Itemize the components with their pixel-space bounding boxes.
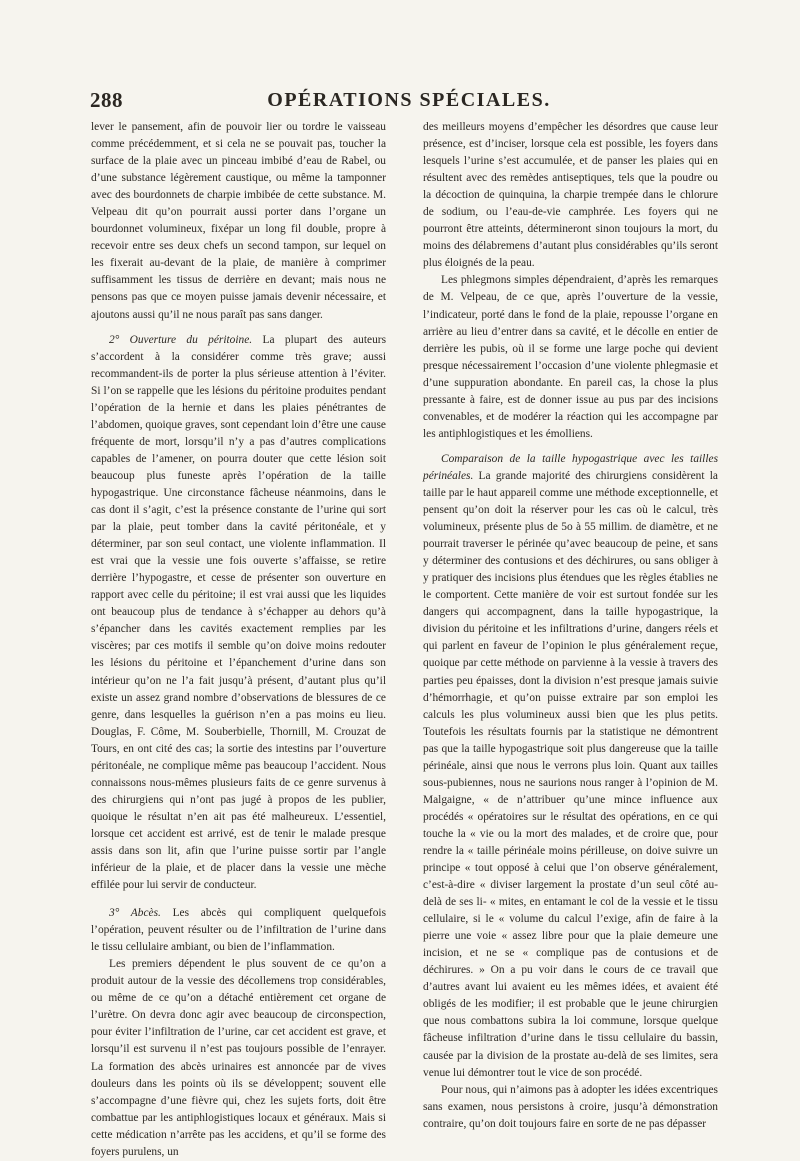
paragraph-text: La grande majorité des chirurgiens considèrent la taille par le haut appareil comme une méthode exceptionnelle, et pensent qu’on doit la réserver pour les cas où le calcul, très volumineux, présente plus de 5o à 55 millim. de diamètre, et ne pourrait traverser le périnée qu’avec beaucoup de peine, et sans y déterminer des contusions et des déchirures, ou sans obliger à y pratiquer des incisions plus étendues que les règles établies ne le comportent. Cette manière de voir est surtout fondée sur les dangers qui accompagnent, dans la taille hypogastrique, la division du péritoine et les infiltrations d’urine, dangers réels et qui parlent en faveur de l’opinion le plus généralement reçue, quoique par cette méthode on parvienne à la vessie à travers des parties peu épaisses, dont la division n’est presque jamais suivie d’hémorrhagie, et qu’on puisse extraire par son emploi les calculs les plus volumineux aussi bien que les plus petits. Toutefois les résultats fournis par la statistique ne démontrent pas que la taille hypogastrique soit plus dangereuse que la taille périnéale, ainsi que nous le verrons plus loin. Quant aux tailles sous-pubiennes, nous ne saurions nous ranger à l’opinion de M. Malgaigne, « de n’attribuer qu’une mince influence aux procédés « opératoires sur le résultat des opérations, en ce qui touche la « vie ou la mort des malades, et de croire que, pour rendre la « taille périnéale moins périlleuse, on doive suivre un principe « tout opposé à celui que l’on observe généralement, c’est-à-dire « diviser largement la prostate d’un seul côté au-delà de ses li- « mites, en entamant le col de la vessie et le tissu cellulaire, si le « volume du calcul l’exige, afin de faire à la pierre une voie « assez libre pour que la plaie demeure une incision, et ne se « complique pas de contusions et de déchirures. » On a pu voir dans le cours de ce travail que d’autres avant lui avaient eu les mêmes idées, et avaient été obligés de les modifier; il est probable que le jeune chirurgien que nous combattons subira la loi commune, lorsque quelque fâcheuse infiltration d’urine dans le tissu cellulaire du bassin, causée par la division de la prostate au-delà de ses limites, sera venue lui démontrer tout le vice de son procédé.	[423, 469, 718, 1079]
paragraph	[91, 332, 386, 895]
right-column	[423, 119, 718, 1133]
paragraph: lever le pansement, afin de pouvoir lier ou tordre le vaisseau comme précédemment, et si cela ne se pouvait pas, toucher la surface de la plaie avec un pinceau imbibé d’eau de Rabel, ou d’une substance légèrement caustique, ou même la tamponner avec des bourdonnets de charpie imbibée de cette substance. M. Velpeau dit qu’on pourrait aussi porter dans l’organe un bourdonnet volumineux, fixépar un long fil double, propre à recevoir entre ses deux chefs un second tampon, sur lequel on les fixerait au-devant de la plaie, de manière à comprimer suffisamment les tissus de derrière en devant; mais nous ne pensons pas que ce moyen puisse jamais devenir nécessaire, et ajoutons aussi qu’il ne nous paraît pas sans danger.	[91, 121, 386, 321]
paragraph: Les phlegmons simples dépendraient, d’après les remarques de M. Velpeau, de ce que, après l’ouverture de la vessie, l’indicateur, porté dans le fond de la plaie, repousse l’organe en arrière au lieu d’entrer dans sa cavité, et le décolle en entier de derrière les pubis, où il se forme une large poche qui devient presque nécessairement l’occasion d’une violente phlegmasie et d’une suppuration abondante. En pareil cas, la chose la plus pressante à faire, est de donner issue au pus par des incisions convenables, et de modérer la réaction qui les accompagne par les antiphlogistiques et les émolliens.	[423, 274, 718, 440]
paragraph-text: La plupart des auteurs s’accordent à la considérer comme très grave; aussi recommandent-ils de porter la plus sérieuse attention à l’éviter. Si l’on se rappelle que les lésions du péritoine produites pendant l’opération de la hernie et dans les plaies pénétrantes de l’abdomen, quoique graves, sont cependant loin d’être une cause fréquente de mort, lorsqu’il n’y a pas d’autres complications capables de l’amener, on pourra douter que cette lésion soit beaucoup plus funeste après l’opération de la taille hypogastrique. Une circonstance fâcheuse néanmoins, dans le cas dont il s’agit, c’est la présence constante de l’urine qui sort par la plaie, peut tomber dans la cavité péritonéale, et y déterminer, par son seul contact, une violente inflammation. Il est vrai que la vessie une fois ouverte s’affaisse, se retire derrière l’hypogastre, et cesse de présenter son ouverture en rapport avec celle du péritoine; il est vrai aussi que les liquides ont beaucoup plus de tendance à s’échapper au dehors qu’à s’épancher dans les cavités exactement remplies par les viscères; par ces motifs il semble qu’on doive moins redouter les lésions du péritoine et l’épanchement d’urine dans son intérieur qu’on ne l’a fait jusqu’à présent, d’autant plus qu’il existe un assez grand nombre d’observations de blessures de ce genre, dans lesquelles la guérison n’en a pas moins eu lieu. Douglas, F. Côme, M. Souberbielle, Thornill, M. Crouzat de Tours, en ont cité des cas; la sortie des intestins par l’ouverture péritonéale, ne complique même pas beaucoup l’accident. Nous connaissons nous-mêmes plusieurs faits de ce genre survenus à des chirurgiens qui n’ont pas jugé à propos de les publier, quoique le résultat n’en ait pas été malheureux. L’essentiel, lorsque cet accident est arrivé, est de tenir le malade presque assis dans son lit, afin que l’urine puisse sortir par l’angle inférieur de la plaie, et de placer dans la vessie une mèche effilée pour lui servir de conducteur.	[91, 333, 387, 892]
section-heading: 3° Abcès.	[109, 907, 161, 920]
paragraph	[423, 451, 718, 1082]
paragraph: Les premiers dépendent le plus souvent de ce qu’on a produit autour de la vessie des décollemens trop considérables, ou même de ce qu’on a détaché entièrement cet organe de l’urètre. On devra donc agir avec beaucoup de circonspection, pour éviter l’infiltration de l’urine, car cet accident est grave, et lorsqu’il est survenu il n’est pas toujours possible de l’enrayer. La formation des abcès urinaires est annoncée par de vives douleurs dans les points où ils se développent; souvent elle s’accompagne d’une fièvre qui, chez les sujets forts, doit être combattue par les antiphlogistiques locaux et généraux. Mais si cette médication n’arrête pas les accidens, et qu’il se forme des foyers purulens, un	[91, 958, 386, 1158]
left-column	[91, 119, 386, 1161]
running-head: OPÉRATIONS SPÉCIALES.	[267, 89, 551, 111]
section-heading: Comparaison de la taille hypogastrique avec les tailles périnéales.	[423, 452, 718, 482]
paragraph	[91, 905, 386, 956]
page-header	[90, 88, 728, 112]
paragraph: des meilleurs moyens d’empêcher les désordres que cause leur présence, est d’inciser, lorsque cela est possible, les foyers dans lesquels l’urine s’est accumulée, et de panser les plaies qui en résultent avec des remèdes antiseptiques, tels que la poudre ou la décoction de quinquina, la charpie trempée dans le chlorure de sodium, ou l’eau-de-vie camphrée. Les foyers qui ne pourront être atteints, détermineront sinon toujours la mort, du moins des délabremens d’autant plus considérables qu’ils seront plus éloignés de la peau.	[423, 121, 718, 270]
paragraph: Pour nous, qui n’aimons pas à adopter les idées excentriques sans examen, nous persistons à croire, jusqu’à démonstration contraire, qu’on doit toujours faire en sorte de ne pas dépasser	[423, 1083, 718, 1130]
section-heading: 2° Ouverture du péritoine.	[109, 333, 253, 346]
paragraph-text: Les abcès qui compliquent quelquefois l’opération, peuvent résulter ou de l’infiltration de l’urine dans le tissu cellulaire ambiant, ou bien de l’inflammation.	[91, 907, 386, 954]
page-number: 288	[90, 88, 123, 112]
